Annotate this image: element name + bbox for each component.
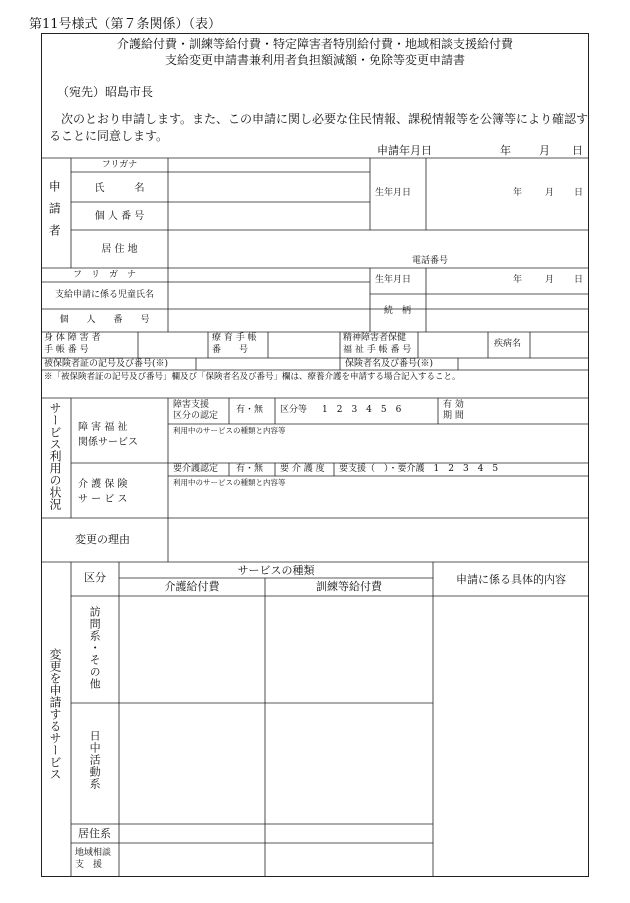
child-name-label: 支給申請に係る児童氏名 [54,290,154,300]
disease-label: 疾病名 [494,339,522,349]
applicant-name-label: 氏 名 [94,183,145,194]
class-label: 区分等 [280,405,308,415]
care-in-use-field[interactable] [168,488,589,518]
applicant-address-label: 居 住 地 [101,244,138,255]
child-name-field[interactable] [168,282,370,309]
form-title-line1: 介護給付費・訓練等給付費・特定障害者特別給付費・地域相談支援給付費 [116,37,513,51]
application-date-year: 年 [500,144,511,157]
child-furigana-field[interactable] [168,268,370,282]
consent-statement: 次のとおり申請します。また、この申請に関し必要な住民情報、課税情報等を公簿等により確認することに同意します。 [49,112,589,143]
care-level-label: 要 介 護 度 [280,464,325,474]
ryoiku-handbook-label-2: 番 号 [212,345,249,355]
child-birth-year: 年 [513,275,523,285]
physical-handbook-field[interactable] [138,332,208,358]
physical-handbook-label-2: 手 帳 番 号 [44,345,89,355]
service-status-section-label: サービス利用の状況 [48,402,62,510]
application-date-day: 日 [572,144,583,157]
chiiki-kaigo-field[interactable] [119,843,265,877]
insurer-name-label: 保険者名及び番号(※) [345,359,434,369]
validity-field[interactable] [480,398,589,424]
kyoju-kunren-field[interactable] [265,824,433,843]
homon-kunren-field[interactable] [265,596,433,703]
insurance-number-field[interactable] [196,358,340,370]
ryoiku-handbook-label-1: 療 育 手 帳 [212,333,257,343]
detail-field[interactable] [433,596,589,877]
kunren-column-label: 訓練等給付費 [316,580,382,593]
ryoiku-handbook-field[interactable] [268,332,340,358]
applicant-birthdate-label: 生年月日 [375,188,412,198]
row-label-nicchu: 日中活動系 [88,730,102,790]
homon-kaigo-field[interactable] [119,596,265,703]
child-relation-field[interactable] [426,294,589,332]
child-birthdate-label: 生年月日 [375,275,412,285]
care-insurance-label: 介 護 保 険 サ ー ビ ス [78,479,128,505]
application-date-label: 申請年月日 [377,144,432,157]
support-class-yes-no[interactable]: 有・無 [236,405,264,415]
change-reason-field[interactable] [168,518,589,562]
child-number-field[interactable] [168,309,370,332]
insurance-note: ※「被保険者証の記号及び番号」欄及び「保険者名及び番号」欄は、療養介護を申請する場合記入すること。 [44,372,461,382]
addressee: （宛先）昭島市長 [57,85,154,99]
row-label-chiiki: 地域相談 支 援 [75,848,112,870]
support-class-label: 障害支援 区分の認定 [173,400,219,421]
nicchu-kunren-field[interactable] [265,703,433,824]
child-birth-day: 日 [574,275,584,285]
form-title-line2: 支給変更申請書兼利用者負担額減額・免除等変更申請書 [164,53,465,67]
applicant-furigana-field[interactable] [168,158,370,172]
care-in-use-label: 利用中のサービスの種類と内容等 [173,478,286,487]
applicant-furigana-label: フリガナ [101,160,138,170]
mental-handbook-label-2: 福 祉 手 帳 番 号 [343,345,412,355]
child-relation-label: 続 柄 [384,306,412,316]
disability-in-use-field[interactable] [168,436,589,463]
applicant-birth-month: 月 [545,188,555,198]
applicant-name-field[interactable] [168,172,370,202]
validity-label: 有 効 期 間 [443,400,464,421]
change-services-section-label: 変更を申請するサービス [48,648,62,780]
insurer-name-field[interactable] [458,358,589,370]
row-label-kyoju: 居住系 [78,827,111,840]
applicant-birth-year: 年 [513,188,523,198]
mental-handbook-label-1: 精神障害者保健 [343,333,407,343]
disability-in-use-label: 利用中のサービスの種類と内容等 [173,426,286,435]
detail-column-label: 申請に係る具体的内容 [456,573,566,586]
child-birth-month: 月 [545,275,555,285]
applicant-section-label: 申請者 [47,180,62,246]
applicant-birth-day: 日 [574,188,584,198]
change-reason-label: 変更の理由 [75,533,130,546]
kaigo-column-label: 介護給付費 [164,580,220,593]
physical-handbook-label-1: 身 体 障 害 者 [44,333,101,343]
category-label: 区分 [84,571,106,584]
insurance-number-label: 被保険者証の記号及び番号(※) [44,359,169,369]
care-cert-label: 要介護認定 [173,464,219,474]
kyoju-kaigo-field[interactable] [119,824,265,843]
applicant-number-label: 個 人 番 号 [94,211,145,222]
disability-welfare-label: 障 害 福 祉 関係サービス [78,422,138,448]
form-id: 第11号様式（第７条関係）（表） [29,17,222,32]
disease-field[interactable] [530,332,589,358]
applicant-phone-label: 電話番号 [412,256,449,266]
child-furigana-label: フ リ ガ ナ [72,270,136,280]
service-kind-label: サービスの種類 [237,564,315,577]
chiiki-kunren-field[interactable] [265,843,433,877]
row-label-homon: 訪問系・その他 [88,606,102,690]
mental-handbook-field[interactable] [418,332,488,358]
care-cert-yes-no[interactable]: 有・無 [236,464,264,474]
applicant-address-field[interactable] [168,230,589,268]
application-date-month: 月 [539,144,550,157]
child-number-label: 個 人 番 号 [59,315,150,325]
nicchu-kaigo-field[interactable] [119,703,265,824]
applicant-number-field[interactable] [168,202,370,230]
care-levels[interactable]: 要支援（ ）・要介護 1 2 3 4 5 [339,464,499,474]
class-values[interactable]: 1 2 3 4 5 6 [322,405,402,415]
